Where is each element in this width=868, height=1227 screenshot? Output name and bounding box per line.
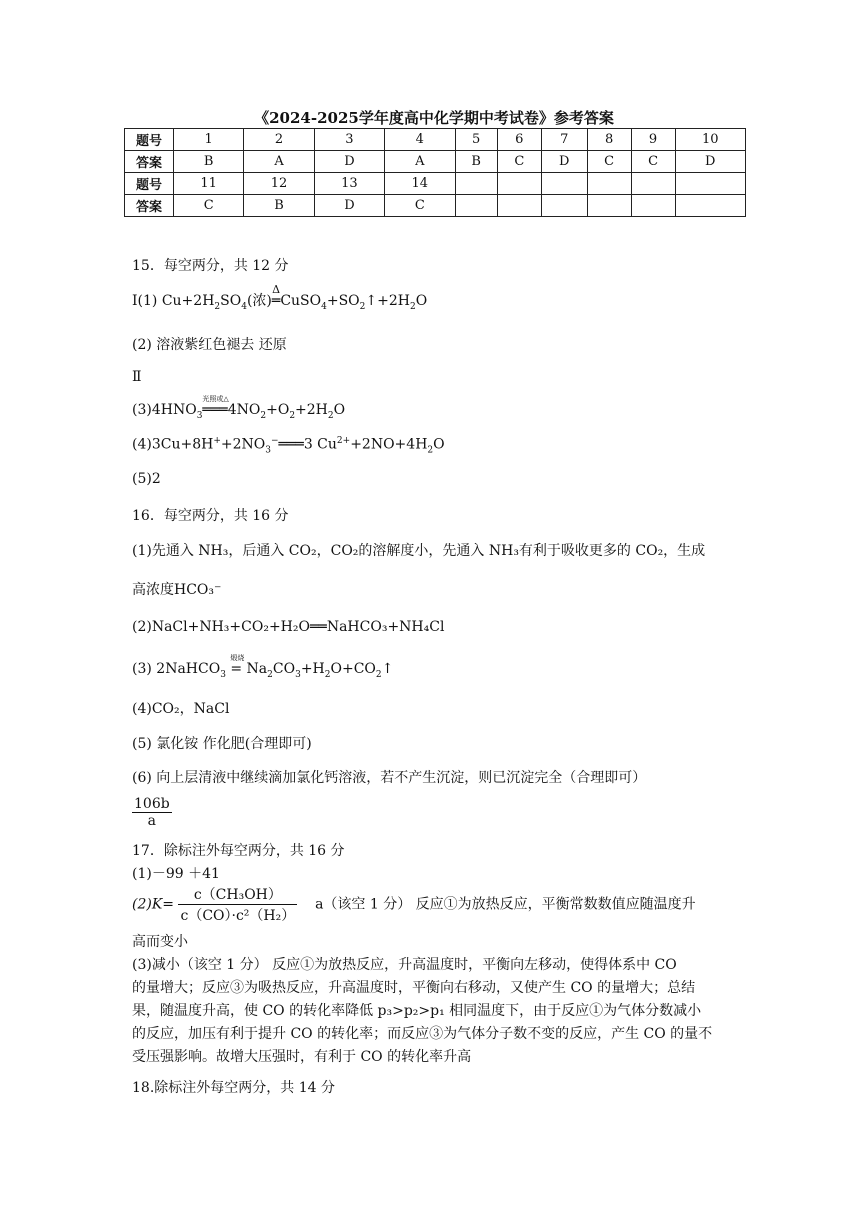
heat-equals-sign: Δ ═ xyxy=(271,283,281,309)
table-cell: D xyxy=(541,151,587,173)
fraction-numerator: c（CH₃OH） xyxy=(178,884,297,905)
table-cell: C xyxy=(631,151,675,173)
row-label: 题号 xyxy=(125,129,174,151)
page-title: 《2024-2025学年度高中化学期中考试卷》参考答案 xyxy=(254,109,614,127)
row-label: 答案 xyxy=(125,151,174,173)
table-cell: 3 xyxy=(314,129,384,151)
table-cell: D xyxy=(314,195,384,217)
table-cell xyxy=(455,195,497,217)
table-cell xyxy=(587,195,631,217)
s15-p2: (2) 溶液紫红色褪去 还原 xyxy=(132,337,287,353)
row-label: 题号 xyxy=(125,173,174,195)
fraction-denominator: c（CO）·c²（H₂） xyxy=(180,908,296,924)
section-17-heading: 17．除标注外每空两分，共 16 分 xyxy=(132,843,345,859)
answer-table xyxy=(124,128,746,217)
s17-p2 xyxy=(132,884,696,925)
s15-eq3: $(3)4HNO_3$ 光照或△ $═══4NO_2+O_2+2H_2O$ xyxy=(132,395,346,421)
table-cell xyxy=(455,173,497,195)
calcine-equals-sign: 煅烧 = xyxy=(230,654,245,677)
table-cell xyxy=(497,173,541,195)
s17-p3-line5: 受压强影响。故增大压强时，有利于 CO 的转化率升高 xyxy=(132,1049,472,1065)
table-row xyxy=(125,129,746,151)
table-cell: C xyxy=(174,195,244,217)
light-condition: 光照或△ xyxy=(202,395,229,403)
s17-p2-tail: a（该空 1 分） 反应①为放热反应，平衡常数数值应随温度升 xyxy=(315,896,696,913)
table-cell: 10 xyxy=(675,129,746,151)
table-cell: 9 xyxy=(631,129,675,151)
fraction xyxy=(132,796,172,829)
table-cell: 14 xyxy=(385,173,455,195)
section-16-heading: 16．每空两分，共 16 分 xyxy=(132,508,289,524)
table-cell: 8 xyxy=(587,129,631,151)
s15-p5: (5)2 xyxy=(132,471,161,487)
table-cell: 13 xyxy=(314,173,384,195)
table-cell xyxy=(497,195,541,217)
table-cell: C xyxy=(587,151,631,173)
s16-p4: (4)CO₂，NaCl xyxy=(132,701,230,717)
table-cell: 7 xyxy=(541,129,587,151)
s17-p3-line2: 的量增大；反应③为吸热反应，升高温度时，平衡向右移动，又使产生 CO 的量增大；总结 xyxy=(132,980,696,996)
table-cell: C xyxy=(497,151,541,173)
s17-p1: (1)－99 ＋41 xyxy=(132,866,220,882)
table-row xyxy=(125,173,746,195)
s16-p2: (2)NaCl+NH₃+CO₂+H₂O══NaHCO₃+NH₄Cl xyxy=(132,619,445,635)
s17-p3-line3: 果，随温度升高，使 CO 的转化率降低 p₃>p₂>p₁ 相同温度下，由于反应①为气体分数减小 xyxy=(132,1003,702,1019)
fraction-denominator: a xyxy=(147,813,157,829)
heat-condition: Δ xyxy=(272,283,281,296)
table-cell: 12 xyxy=(244,173,314,195)
s17-p2-prefix: (2)K= xyxy=(132,896,175,913)
table-cell xyxy=(675,173,746,195)
table-cell: D xyxy=(675,151,746,173)
table-cell: B xyxy=(455,151,497,173)
s16-p1a: (1)先通入 NH₃，后通入 CO₂，CO₂的溶解度小，先通入 NH₃有利于吸收更多的 CO₂，生成 xyxy=(132,543,706,559)
table-cell xyxy=(541,195,587,217)
s16-p7 xyxy=(132,796,172,829)
table-cell: 11 xyxy=(174,173,244,195)
s16-eq3: (3) 2NaHCO$_3$ 煅烧 = $Na_2CO_3+H_2O+CO_2↑$ xyxy=(132,654,394,680)
light-equals-sign: 光照或△ ═══ xyxy=(202,395,229,418)
table-cell xyxy=(675,195,746,217)
table-cell xyxy=(587,173,631,195)
s16-p5: (5) 氯化铵 作化肥(合理即可) xyxy=(132,736,312,752)
section-18-heading: 18.除标注外每空两分，共 14 分 xyxy=(132,1080,335,1096)
table-cell: D xyxy=(314,151,384,173)
s17-p3-line1: (3)减小（该空 1 分） 反应①为放热反应，升高温度时，平衡向左移动，使得体系中 CO xyxy=(132,957,677,973)
equilibrium-constant-fraction xyxy=(178,884,297,925)
s16-p1b: 高浓度HCO₃⁻ xyxy=(132,582,222,598)
table-cell: B xyxy=(244,195,314,217)
table-row xyxy=(125,195,746,217)
table-cell xyxy=(541,173,587,195)
s15-part-ii: Ⅱ xyxy=(132,369,142,385)
table-cell: 2 xyxy=(244,129,314,151)
table-row xyxy=(125,151,746,173)
table-cell xyxy=(631,195,675,217)
table-cell: B xyxy=(174,151,244,173)
table-cell: 5 xyxy=(455,129,497,151)
table-cell xyxy=(631,173,675,195)
s15-eq4: $(4)3Cu+8H^++2NO_3^-═══3$ $Cu^{2+}+2NO+4H_2O$ xyxy=(132,436,445,456)
table-cell: A xyxy=(244,151,314,173)
s16-p6: (6) 向上层清液中继续滴加氯化钙溶液，若不产生沉淀，则已沉淀完全（合理即可） xyxy=(132,770,647,786)
fraction-numerator: 106b xyxy=(134,796,170,812)
row-label: 答案 xyxy=(125,195,174,217)
s17-p2-cont: 高而变小 xyxy=(132,934,188,950)
calcine-condition: 煅烧 xyxy=(230,654,245,662)
s17-p3-line4: 的反应，加压有利于提升 CO 的转化率；而反应③为气体分子数不变的反应，产生 CO 的量不 xyxy=(132,1026,713,1042)
table-cell: 4 xyxy=(385,129,455,151)
table-cell: 1 xyxy=(174,129,244,151)
table-cell: 6 xyxy=(497,129,541,151)
table-cell: A xyxy=(385,151,455,173)
s15-eq1-label: Ⅰ(1) xyxy=(132,293,158,309)
table-cell: C xyxy=(385,195,455,217)
s15-eq1: Ⅰ(1) $Cu+2H_2SO_4$(浓) Δ $═CuSO_4+SO_2↑+2H_2O$ xyxy=(132,283,428,312)
section-15-heading: 15．每空两分，共 12 分 xyxy=(132,258,289,274)
